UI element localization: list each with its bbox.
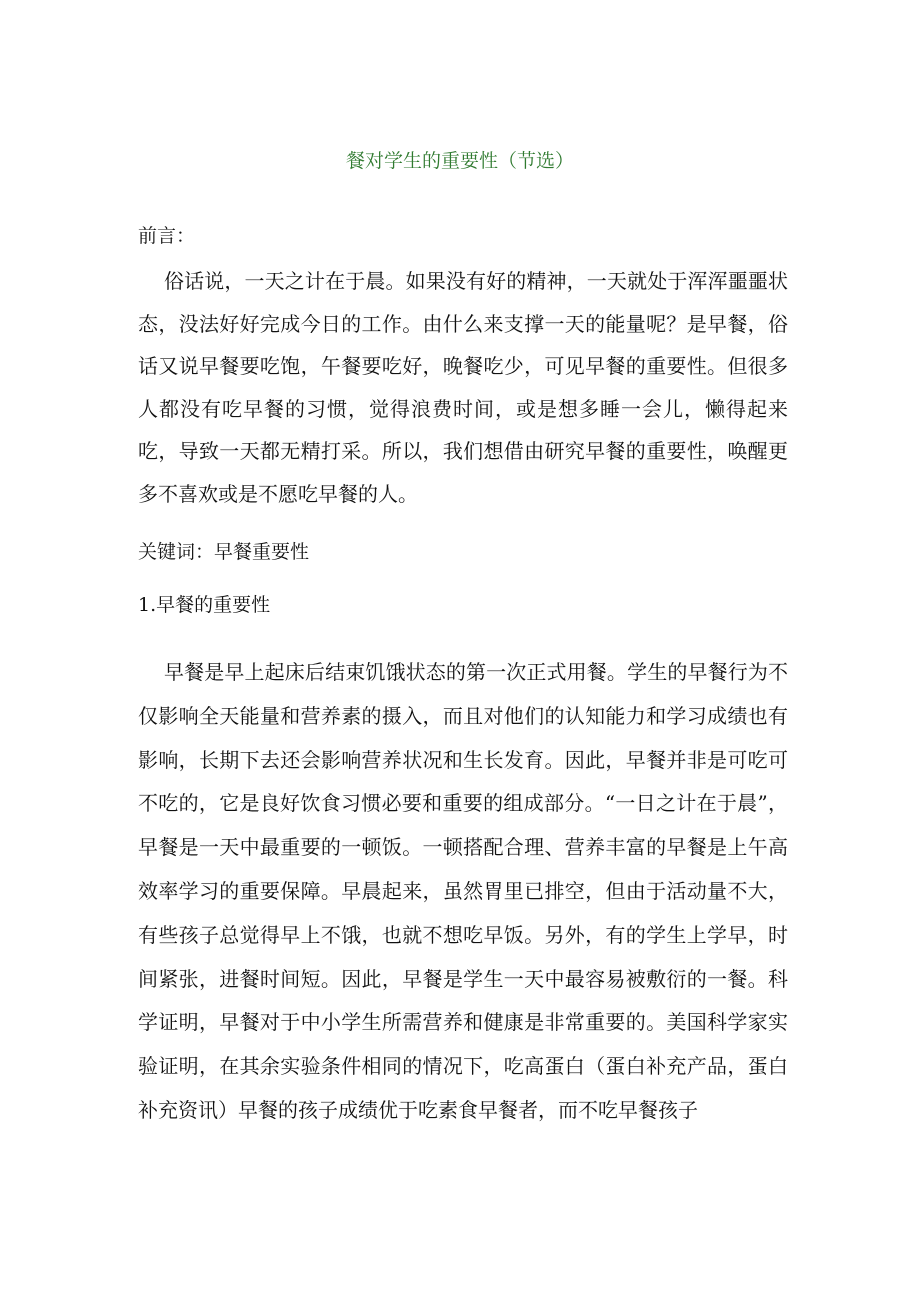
document-title: 餐对学生的重要性（节选） [345, 150, 574, 172]
preface-label: 前言： [138, 225, 196, 247]
section-heading-1: 1.早餐的重要性 [138, 594, 271, 616]
keywords-line: 关键词：早餐重要性 [138, 541, 310, 563]
preface-paragraph: 俗话说，一天之计在于晨。如果没有好的精神，一天就处于浑浑噩噩状态，没法好好完成今日的工作。由什么来支撑一天的能量呢？是早餐，俗话又说早餐要吃饱，午餐要吃好，晚餐吃少，可见早餐的重要性。但很多人都没有吃早餐的习惯，觉得浪费时间，或是想多睡一会儿，懒得起来吃，导致一天都无精打采。所以，我们想借由研究早餐的重要性，唤醒更多不喜欢或是不愿吃早餐的人。 [138, 269, 788, 506]
section-1-paragraph: 早餐是早上起床后结束饥饿状态的第一次正式用餐。学生的早餐行为不仅影响全天能量和营养素的摄入，而且对他们的认知能力和学习成绩也有影响，长期下去还会影响营养状况和生长发育。因此，早餐并非是可吃可不吃的，它是良好饮食习惯必要和重要的组成部分。“一日之计在于晨”，早餐是一天中最重要的一顿饭。一顿搭配合理、营养丰富的早餐是上午高效率学习的重要保障。早晨起来，虽然胃里已排空，但由于活动量不大，有些孩子总觉得早上不饿，也就不想吃早饭。另外，有的学生上学早，时间紧张，进餐时间短。因此，早餐是学生一天中最容易被敷衍的一餐。科学证明，早餐对于中小学生所需营养和健康是非常重要的。美国科学家实验证明，在其余实验条件相同的情况下，吃高蛋白（蛋白补充产品，蛋白补充资讯）早餐的孩子成绩优于吃素食早餐者，而不吃早餐孩子 [138, 660, 788, 1122]
